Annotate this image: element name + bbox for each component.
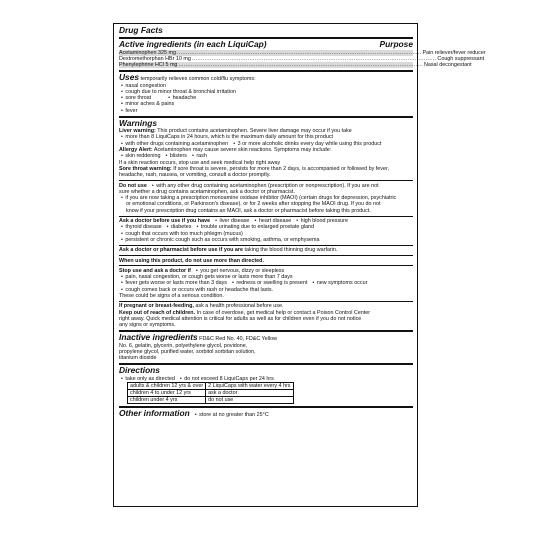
- ask-doctor-label: Ask a doctor before use if you have: [119, 218, 211, 225]
- allergy-alert-label: Allergy Alert:: [119, 147, 153, 154]
- ingredient-name: Dextromethorphan HBr 10 mg: [119, 55, 191, 62]
- liver-warning-item: • with other drugs containing acetaminophen: [121, 141, 228, 147]
- other-information-text: • store at no greater than 25°C: [190, 412, 269, 418]
- liver-warning-label: Liver warning:: [119, 128, 156, 135]
- uses-item: • fever: [119, 108, 413, 114]
- directions-item: • do not exceed 8 LiquiCaps per 24 hrs: [175, 376, 274, 382]
- ingredient-row: Phenylephrine HCl 5 mg ........................................................................................................................................ Nasal decongestant: [119, 62, 472, 69]
- ingredient-row: Dextromethorphan HBr 10 mg ........................................................................................................................................ Cough suppressant: [119, 55, 485, 62]
- table-cell: do not use: [206, 397, 293, 404]
- stop-use-item: • new symptoms occur: [307, 280, 367, 286]
- uses-item: • cough due to minor throat & bronchial irritation: [119, 89, 413, 95]
- sore-throat-text: headache, rash, nausea, or vomiting, consult a doctor promptly.: [119, 172, 271, 179]
- table-row: [128, 382, 294, 389]
- keep-out-text: any signs or symptoms.: [119, 322, 176, 329]
- inactive-ingredients-text: No. 6, gelatin, glycerin, polyethylene glycol, povidone,: [119, 342, 248, 349]
- inactive-ingredients-text: titanium dioxide: [119, 355, 157, 362]
- ask-doctor-item: • trouble urinating due to enlarged prostate gland: [191, 224, 314, 230]
- do-not-use-item: know if your prescription drug contains an MAOI, ask a doctor or pharmacist before taking this product.: [126, 207, 371, 214]
- do-not-use-item: • if you are now taking a prescription monoamine oxidase inhibitor (MAOI) (certain drugs for depression, psychiatric: [119, 195, 413, 201]
- do-not-use-label: Do not use: [119, 182, 147, 189]
- ingredient-purpose: Pain reliever/fever reducer: [422, 49, 486, 56]
- keep-out-text: In case of overdose, get medical help or contact a Poison Control Center: [196, 309, 371, 316]
- ingredient-name: Acetaminophen 325 mg: [119, 49, 176, 56]
- stop-use-item: • you get nervous, dizzy or sleepless: [191, 268, 284, 274]
- uses-intro: temporarily relieves common cold/flu symptoms:: [140, 75, 256, 82]
- table-cell: children under 4 yrs: [128, 397, 206, 404]
- stop-use-section: [119, 268, 413, 299]
- liver-warning-item: • more than 8 LiquiCaps in 24 hours, which is the maximum daily amount for this product: [119, 134, 413, 140]
- other-information-section: [119, 409, 413, 419]
- stop-use-item: • redness or swelling is present: [227, 280, 307, 286]
- pregnant-label: If pregnant or breast-feeding,: [119, 303, 194, 310]
- divider: [119, 216, 413, 217]
- inactive-ingredients-text: propylene glycol, purified water, sorbitol sorbitan solution,: [119, 348, 256, 355]
- active-ingredients-header: [119, 40, 413, 50]
- directions-section: [119, 366, 413, 405]
- divider: [119, 301, 413, 302]
- sore-throat-label: Sore throat warning:: [119, 165, 172, 172]
- inactive-ingredients-heading: Inactive ingredients: [119, 331, 198, 342]
- warnings-heading: Warnings: [119, 117, 158, 128]
- ask-pharmacist-label: Ask a doctor or pharmacist before use if you are: [119, 247, 244, 254]
- allergy-item: • blisters: [160, 153, 186, 159]
- divider: [119, 180, 413, 181]
- ingredient-row: Acetaminophen 325 mg ........................................................................................................................................ Pain reliever/fever reducer: [119, 49, 486, 56]
- uses-section: [119, 73, 413, 114]
- ask-doctor-item: • diabetes: [162, 224, 192, 230]
- inactive-ingredients-section: [119, 333, 413, 361]
- active-ingredients-heading: Active ingredients (in each LiquiCap): [119, 39, 267, 49]
- ingredient-purpose: Cough suppressant: [437, 55, 485, 62]
- purpose-heading: Purpose: [379, 39, 413, 49]
- uses-heading: Uses: [119, 71, 140, 82]
- liver-warning-item: • 3 or more alcoholic drinks every day while using this product: [228, 141, 381, 147]
- directions-heading: Directions: [119, 364, 160, 375]
- ask-doctor-item: • thyroid disease: [121, 224, 162, 230]
- uses-item: • minor aches & pains: [119, 101, 413, 107]
- warnings-section: [119, 119, 413, 179]
- uses-item: • sore throat: [121, 95, 151, 101]
- stop-use-item: • pain, nasal congestion, or cough gets worse or lasts more than 7 days: [119, 274, 413, 280]
- keep-out-label: Keep out of reach of children.: [119, 309, 196, 316]
- pregnant-text: ask a health professional before use.: [195, 303, 284, 310]
- uses-item: • nasal congestion: [119, 83, 413, 89]
- divider: [119, 363, 413, 365]
- ask-doctor-item: • heart disease: [249, 218, 291, 224]
- keep-out-text: right away. Quick medical attention is critical for adults as well as for children even if you do not notice: [119, 315, 362, 322]
- divider: [119, 116, 413, 118]
- ingredient-name: Phenylephrine HCl 5 mg: [119, 62, 178, 69]
- stop-use-item: • cough comes back or occurs with rash or headache that lasts.: [119, 287, 413, 293]
- do-not-use-item: • with any other drug containing acetaminophen (prescription or nonprescription). If you are not: [147, 183, 379, 189]
- divider: [119, 265, 413, 266]
- table-row: [128, 397, 294, 404]
- allergy-item: • rash: [187, 153, 207, 159]
- sore-throat-text: If sore throat is severe, persists for more than 2 days, is accompanied or followed by fever,: [173, 165, 389, 172]
- do-not-use-section: [119, 183, 413, 214]
- divider: [119, 245, 413, 246]
- table-cell: 2 LiquiCaps with water every 4 hrs: [206, 382, 293, 389]
- stop-use-item: • fever gets worse or lasts more than 3 days: [121, 280, 227, 286]
- directions-item: • take only as directed: [121, 376, 175, 382]
- inactive-ingredients-text: FD&C Red No. 40, FD&C Yellow: [199, 335, 278, 342]
- ask-doctor-item: • persistent or chronic cough such as occurs with smoking, asthma, or emphysema: [119, 237, 413, 243]
- table-cell: adults & children 12 yrs & over: [128, 382, 206, 389]
- ask-doctor-section: [119, 218, 413, 243]
- allergy-alert-text: Acetaminophen may cause severe skin reactions. Symptoms may include:: [153, 147, 332, 154]
- allergy-after-text: If a skin reaction occurs, stop use and seek medical help right away: [119, 159, 281, 166]
- table-row: [128, 390, 294, 397]
- table-cell: children 4 to under 12 yrs: [128, 390, 206, 397]
- stop-use-label: Stop use and ask a doctor if: [119, 267, 191, 274]
- ask-doctor-item: • liver disease: [210, 218, 249, 224]
- drug-facts-title: Drug Facts: [119, 25, 163, 35]
- do-not-use-item: sure whether a drug contains acetaminophen, ask a doctor or pharmacist.: [119, 188, 295, 195]
- ask-doctor-item: • high blood pressure: [291, 218, 348, 224]
- do-not-use-item: or emotional conditions, or Parkinson's disease), or for 2 weeks after stopping the MAOI drug. If you do not: [126, 201, 381, 208]
- divider: [119, 255, 413, 256]
- other-information-heading: Other information: [119, 407, 190, 418]
- directions-table: [127, 382, 294, 405]
- ingredient-purpose: Nasal decongestant: [423, 62, 472, 69]
- stop-use-after: These could be signs of a serious condition.: [119, 292, 224, 299]
- drug-facts-panel: [113, 23, 486, 507]
- uses-item: • headache: [163, 95, 196, 101]
- ask-pharmacist-text: taking the blood thinning drug warfarin.: [244, 247, 338, 254]
- when-using-label: When using this product, do not use more than directed.: [119, 257, 264, 264]
- allergy-item: • skin reddening: [121, 153, 160, 159]
- liver-warning-text: This product contains acetaminophen. Severe liver damage may occur if you take: [157, 128, 352, 135]
- ask-doctor-item: • cough that occurs with too much phlegm (mucus): [119, 231, 413, 237]
- table-cell: ask a doctor: [206, 390, 293, 397]
- divider: [119, 70, 413, 72]
